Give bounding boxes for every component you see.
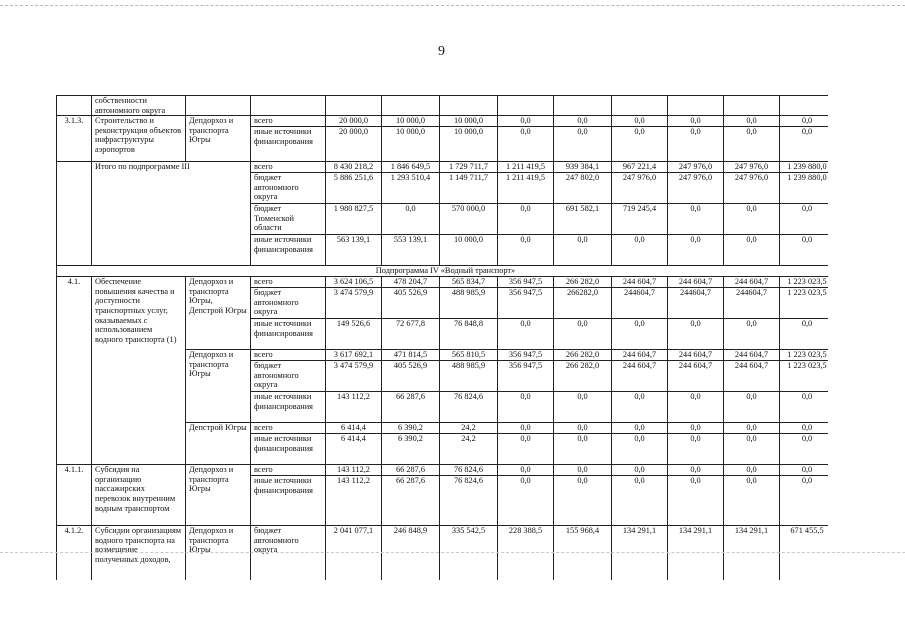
value-cell [382, 96, 440, 116]
source-cell: бюджет Тюменской области [251, 204, 326, 235]
value-cell: 247 976,0 [612, 173, 668, 204]
value-cell: 244 604,7 [612, 277, 668, 288]
value-cell: 1 293 510,4 [382, 173, 440, 204]
executor-cell: Депдорхоз и транспорта Югры [186, 350, 251, 423]
value-cell: 244 604,7 [668, 361, 724, 392]
value-cell: 266282,0 [554, 288, 612, 319]
value-cell: 0,0 [554, 116, 612, 127]
source-cell: иные источники финансирования [251, 319, 326, 350]
source-cell: всего [251, 116, 326, 127]
value-cell: 1 980 827,5 [326, 204, 382, 235]
value-cell: 563 139,1 [326, 235, 382, 266]
executor-cell [186, 96, 251, 116]
executor-cell: Депдорхоз и транспорта Югры [186, 116, 251, 162]
value-cell: 0,0 [554, 127, 612, 162]
value-cell: 0,0 [668, 235, 724, 266]
value-cell: 244604,7 [668, 288, 724, 319]
value-cell: 0,0 [668, 204, 724, 235]
table-row [57, 465, 829, 476]
value-cell [440, 96, 498, 116]
value-cell: 1 239 880,0 [780, 162, 829, 173]
value-cell: 1 223 023,5 [780, 288, 829, 319]
value-cell: 1 223 023,5 [780, 361, 829, 392]
value-cell: 66 287,6 [382, 476, 440, 526]
value-cell: 0,0 [780, 423, 829, 434]
value-cell: 155 968,4 [554, 526, 612, 580]
table-row [57, 266, 829, 277]
budget-table [56, 95, 828, 580]
value-cell: 0,0 [554, 319, 612, 350]
value-cell: 10 000,0 [440, 116, 498, 127]
value-cell: 0,0 [612, 235, 668, 266]
value-cell: 0,0 [724, 116, 780, 127]
budget-table-sheet [56, 95, 828, 580]
row-code: 4.1.1. [57, 465, 92, 526]
value-cell: 66 287,6 [382, 465, 440, 476]
value-cell: 1 223 023,5 [780, 277, 829, 288]
value-cell: 0,0 [780, 392, 829, 423]
value-cell: 143 112,2 [326, 392, 382, 423]
value-cell [780, 96, 829, 116]
value-cell: 244604,7 [724, 288, 780, 319]
value-cell: 1 729 711,7 [440, 162, 498, 173]
value-cell: 0,0 [668, 392, 724, 423]
value-cell: 3 474 579,9 [326, 361, 382, 392]
table-row [57, 162, 829, 173]
value-cell: 247 976,0 [724, 173, 780, 204]
value-cell: 0,0 [498, 116, 554, 127]
value-cell: 6 414,4 [326, 434, 382, 465]
value-cell: 10 000,0 [382, 116, 440, 127]
value-cell: 0,0 [498, 204, 554, 235]
value-cell: 0,0 [668, 423, 724, 434]
value-cell: 488 985,9 [440, 361, 498, 392]
value-cell: 244 604,7 [612, 350, 668, 361]
value-cell: 335 542,5 [440, 526, 498, 580]
value-cell: 6 390,2 [382, 434, 440, 465]
value-cell: 1 846 649,5 [382, 162, 440, 173]
value-cell: 134 291,1 [724, 526, 780, 580]
value-cell [554, 96, 612, 116]
value-cell: 0,0 [668, 127, 724, 162]
value-cell: 405 526,9 [382, 361, 440, 392]
row-name: Строительство и реконструкция объектов инфраструктуры аэропортов [92, 116, 186, 162]
value-cell: 356 947,5 [498, 350, 554, 361]
source-cell: иные источники финансирования [251, 434, 326, 465]
value-cell: 671 455,5 [780, 526, 829, 580]
value-cell: 0,0 [498, 235, 554, 266]
executor-cell: Депдорхоз и транспорта Югры, Депстрой Югры [186, 277, 251, 350]
value-cell: 0,0 [612, 465, 668, 476]
scan-edge-bottom [0, 552, 905, 553]
value-cell: 3 474 579,9 [326, 288, 382, 319]
value-cell: 246 848,9 [382, 526, 440, 580]
value-cell: 471 814,5 [382, 350, 440, 361]
value-cell: 0,0 [780, 465, 829, 476]
value-cell: 10 000,0 [440, 235, 498, 266]
value-cell: 0,0 [612, 319, 668, 350]
row-code: 3.1.3. [57, 116, 92, 162]
value-cell: 0,0 [498, 434, 554, 465]
source-cell: бюджет автономного округа [251, 526, 326, 580]
value-cell: 0,0 [554, 434, 612, 465]
value-cell: 0,0 [780, 235, 829, 266]
value-cell: 0,0 [498, 423, 554, 434]
value-cell: 266 282,0 [554, 361, 612, 392]
value-cell: 356 947,5 [498, 288, 554, 319]
source-cell: всего [251, 350, 326, 361]
value-cell: 0,0 [724, 127, 780, 162]
value-cell: 0,0 [724, 204, 780, 235]
source-cell: иные источники финансирования [251, 392, 326, 423]
source-cell: всего [251, 277, 326, 288]
value-cell: 0,0 [780, 319, 829, 350]
value-cell: 24,2 [440, 423, 498, 434]
value-cell: 0,0 [382, 204, 440, 235]
value-cell: 266 282,0 [554, 350, 612, 361]
value-cell: 244 604,7 [612, 361, 668, 392]
value-cell: 570 000,0 [440, 204, 498, 235]
value-cell [724, 96, 780, 116]
value-cell: 20 000,0 [326, 127, 382, 162]
value-cell: 0,0 [498, 319, 554, 350]
row-name: Итого по подпрограмме III [92, 162, 251, 266]
value-cell: 2 041 077,1 [326, 526, 382, 580]
value-cell: 0,0 [668, 476, 724, 526]
source-cell: всего [251, 423, 326, 434]
value-cell: 0,0 [554, 476, 612, 526]
value-cell: 0,0 [612, 423, 668, 434]
value-cell: 72 677,8 [382, 319, 440, 350]
value-cell: 244 604,7 [668, 350, 724, 361]
source-cell [251, 96, 326, 116]
value-cell: 553 139,1 [382, 235, 440, 266]
value-cell: 1 239 880,0 [780, 173, 829, 204]
value-cell: 76 848,8 [440, 319, 498, 350]
source-cell: иные источники финансирования [251, 235, 326, 266]
value-cell: 76 824,6 [440, 465, 498, 476]
row-name: Обеспечение повышения качества и доступности транспортных услуг, оказываемых с использованием водного транспорта (1) [92, 277, 186, 465]
source-cell: иные источники финансирования [251, 127, 326, 162]
value-cell: 0,0 [724, 476, 780, 526]
value-cell: 691 582,1 [554, 204, 612, 235]
value-cell: 0,0 [668, 319, 724, 350]
value-cell: 0,0 [554, 465, 612, 476]
value-cell: 143 112,2 [326, 465, 382, 476]
value-cell: 134 291,1 [612, 526, 668, 580]
value-cell: 356 947,5 [498, 277, 554, 288]
value-cell: 0,0 [612, 116, 668, 127]
value-cell: 6 390,2 [382, 423, 440, 434]
value-cell: 149 526,6 [326, 319, 382, 350]
value-cell: 565 810,5 [440, 350, 498, 361]
value-cell: 0,0 [554, 235, 612, 266]
value-cell: 0,0 [498, 465, 554, 476]
value-cell: 967 221,4 [612, 162, 668, 173]
source-cell: бюджет автономного округа [251, 361, 326, 392]
value-cell: 719 245,4 [612, 204, 668, 235]
value-cell: 247 976,0 [724, 162, 780, 173]
source-cell: бюджет автономного округа [251, 288, 326, 319]
value-cell: 1 223 023,5 [780, 350, 829, 361]
value-cell: 228 388,5 [498, 526, 554, 580]
value-cell: 0,0 [780, 127, 829, 162]
value-cell: 0,0 [612, 476, 668, 526]
table-row [57, 116, 829, 127]
row-code [57, 96, 92, 116]
table-row [57, 277, 829, 288]
value-cell: 244 604,7 [724, 361, 780, 392]
value-cell: 0,0 [668, 116, 724, 127]
value-cell: 0,0 [724, 423, 780, 434]
value-cell: 5 886 251,6 [326, 173, 382, 204]
value-cell: 0,0 [554, 423, 612, 434]
value-cell: 478 204,7 [382, 277, 440, 288]
value-cell: 3 624 106,5 [326, 277, 382, 288]
value-cell: 0,0 [554, 392, 612, 423]
value-cell: 0,0 [612, 392, 668, 423]
value-cell: 0,0 [724, 319, 780, 350]
source-cell: иные источники финансирования [251, 476, 326, 526]
value-cell [612, 96, 668, 116]
value-cell: 356 947,5 [498, 361, 554, 392]
value-cell: 405 526,9 [382, 288, 440, 319]
value-cell: 134 291,1 [668, 526, 724, 580]
row-code [57, 162, 92, 266]
value-cell: 0,0 [612, 127, 668, 162]
value-cell: 244 604,7 [724, 277, 780, 288]
value-cell: 0,0 [724, 434, 780, 465]
value-cell: 939 384,1 [554, 162, 612, 173]
value-cell: 0,0 [724, 235, 780, 266]
value-cell: 6 414,4 [326, 423, 382, 434]
value-cell: 247 802,0 [554, 173, 612, 204]
value-cell: 565 834,7 [440, 277, 498, 288]
row-code: 4.1. [57, 277, 92, 465]
value-cell: 488 985,9 [440, 288, 498, 319]
value-cell: 66 287,6 [382, 392, 440, 423]
value-cell: 0,0 [724, 392, 780, 423]
value-cell: 0,0 [780, 476, 829, 526]
value-cell: 247 976,0 [668, 162, 724, 173]
subprogram-title: Подпрограмма IV «Водный транспорт» [57, 266, 829, 277]
value-cell: 244 604,7 [724, 350, 780, 361]
value-cell: 1 211 419,5 [498, 162, 554, 173]
value-cell: 247 976,0 [668, 173, 724, 204]
page-number: 9 [438, 44, 445, 59]
source-cell: всего [251, 162, 326, 173]
value-cell: 1 211 419,5 [498, 173, 554, 204]
value-cell: 0,0 [780, 204, 829, 235]
value-cell: 143 112,2 [326, 476, 382, 526]
source-cell: бюджет автономного округа [251, 173, 326, 204]
table-row [57, 96, 829, 116]
value-cell: 0,0 [668, 434, 724, 465]
value-cell: 244 604,7 [668, 277, 724, 288]
row-name: Субсидии организациям водного транспорта на возмещение полученных доходов, [92, 526, 186, 580]
row-code: 4.1.2. [57, 526, 92, 580]
executor-cell: Депдорхоз и транспорта Югры [186, 526, 251, 580]
source-cell: всего [251, 465, 326, 476]
value-cell: 0,0 [612, 434, 668, 465]
value-cell: 0,0 [780, 116, 829, 127]
scan-edge-top [0, 5, 905, 6]
value-cell [668, 96, 724, 116]
value-cell: 8 430 218,2 [326, 162, 382, 173]
value-cell: 24,2 [440, 434, 498, 465]
value-cell: 0,0 [498, 476, 554, 526]
value-cell: 244604,7 [612, 288, 668, 319]
value-cell: 0,0 [724, 465, 780, 476]
row-name: собственности автономного округа [92, 96, 186, 116]
row-name: Субсидия на организацию пассажирских перевозок внутренним водным транспортом [92, 465, 186, 526]
value-cell: 0,0 [780, 434, 829, 465]
value-cell: 1 149 711,7 [440, 173, 498, 204]
executor-cell: Депстрой Югры [186, 423, 251, 465]
value-cell [498, 96, 554, 116]
value-cell: 0,0 [498, 127, 554, 162]
value-cell: 76 824,6 [440, 392, 498, 423]
value-cell: 10 000,0 [382, 127, 440, 162]
value-cell: 3 617 692,1 [326, 350, 382, 361]
value-cell: 0,0 [498, 392, 554, 423]
value-cell: 76 824,6 [440, 476, 498, 526]
executor-cell: Депдорхоз и транспорта Югры [186, 465, 251, 526]
value-cell: 10 000,0 [440, 127, 498, 162]
value-cell [326, 96, 382, 116]
value-cell: 266 282,0 [554, 277, 612, 288]
value-cell: 20 000,0 [326, 116, 382, 127]
value-cell: 0,0 [668, 465, 724, 476]
